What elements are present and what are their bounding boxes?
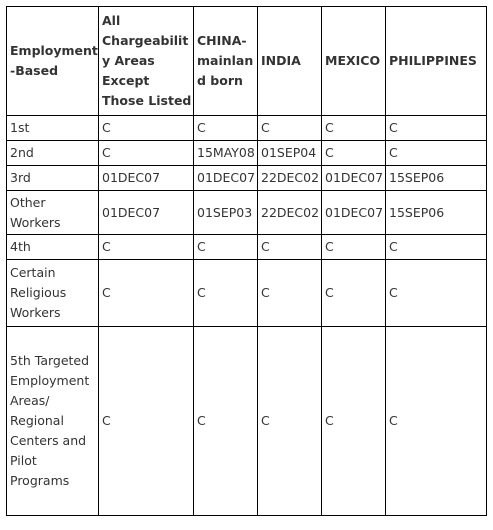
cell-philippines: 15SEP06	[386, 191, 487, 235]
cell-mexico: C	[322, 327, 386, 516]
cell-india: 22DEC02	[258, 191, 322, 235]
cell-mexico: C	[322, 116, 386, 141]
row-category: 1st	[7, 116, 99, 141]
cell-china: 01SEP03	[194, 191, 258, 235]
cell-china: C	[194, 260, 258, 327]
cell-china: C	[194, 116, 258, 141]
table-row	[7, 116, 487, 141]
header-philippines: PHILIPPINES	[386, 7, 487, 116]
row-category: Other Workers	[7, 191, 99, 235]
header-employment-based: Employment-Based	[7, 7, 99, 116]
table-row	[7, 260, 487, 327]
cell-philippines: C	[386, 141, 487, 166]
cell-all-chargeability: C	[99, 327, 194, 516]
row-category: Certain Religious Workers	[7, 260, 99, 327]
table-row	[7, 327, 487, 516]
cell-all-chargeability: 01DEC07	[99, 191, 194, 235]
cell-india: C	[258, 260, 322, 327]
cell-china: 15MAY08	[194, 141, 258, 166]
cell-philippines: C	[386, 260, 487, 327]
cell-all-chargeability: C	[99, 235, 194, 260]
cell-india: 22DEC02	[258, 166, 322, 191]
cell-india: C	[258, 116, 322, 141]
cell-all-chargeability: 01DEC07	[99, 166, 194, 191]
cell-all-chargeability: C	[99, 116, 194, 141]
cell-mexico: 01DEC07	[322, 166, 386, 191]
row-category: 3rd	[7, 166, 99, 191]
cell-philippines: C	[386, 235, 487, 260]
cell-mexico: 01DEC07	[322, 191, 386, 235]
cell-all-chargeability: C	[99, 260, 194, 327]
cell-china: C	[194, 235, 258, 260]
row-category: 4th	[7, 235, 99, 260]
cell-philippines: C	[386, 327, 487, 516]
cell-china: C	[194, 327, 258, 516]
cell-india: 01SEP04	[258, 141, 322, 166]
table-row	[7, 235, 487, 260]
header-mexico: MEXICO	[322, 7, 386, 116]
table-row	[7, 166, 487, 191]
header-all-chargeability: All Chargeability Areas Except Those Listed	[99, 7, 194, 116]
visa-bulletin-table	[6, 6, 487, 516]
cell-philippines: C	[386, 116, 487, 141]
cell-mexico: C	[322, 235, 386, 260]
cell-mexico: C	[322, 260, 386, 327]
cell-china: 01DEC07	[194, 166, 258, 191]
table-row	[7, 141, 487, 166]
cell-india: C	[258, 327, 322, 516]
table-row	[7, 191, 487, 235]
cell-all-chargeability: C	[99, 141, 194, 166]
cell-philippines: 15SEP06	[386, 166, 487, 191]
cell-india: C	[258, 235, 322, 260]
cell-mexico: C	[322, 141, 386, 166]
row-category: 5th Targeted Employment Areas/ Regional Centers and Pilot Programs	[7, 327, 99, 516]
header-china: CHINA-mainland born	[194, 7, 258, 116]
header-row	[7, 7, 487, 116]
row-category: 2nd	[7, 141, 99, 166]
header-india: INDIA	[258, 7, 322, 116]
